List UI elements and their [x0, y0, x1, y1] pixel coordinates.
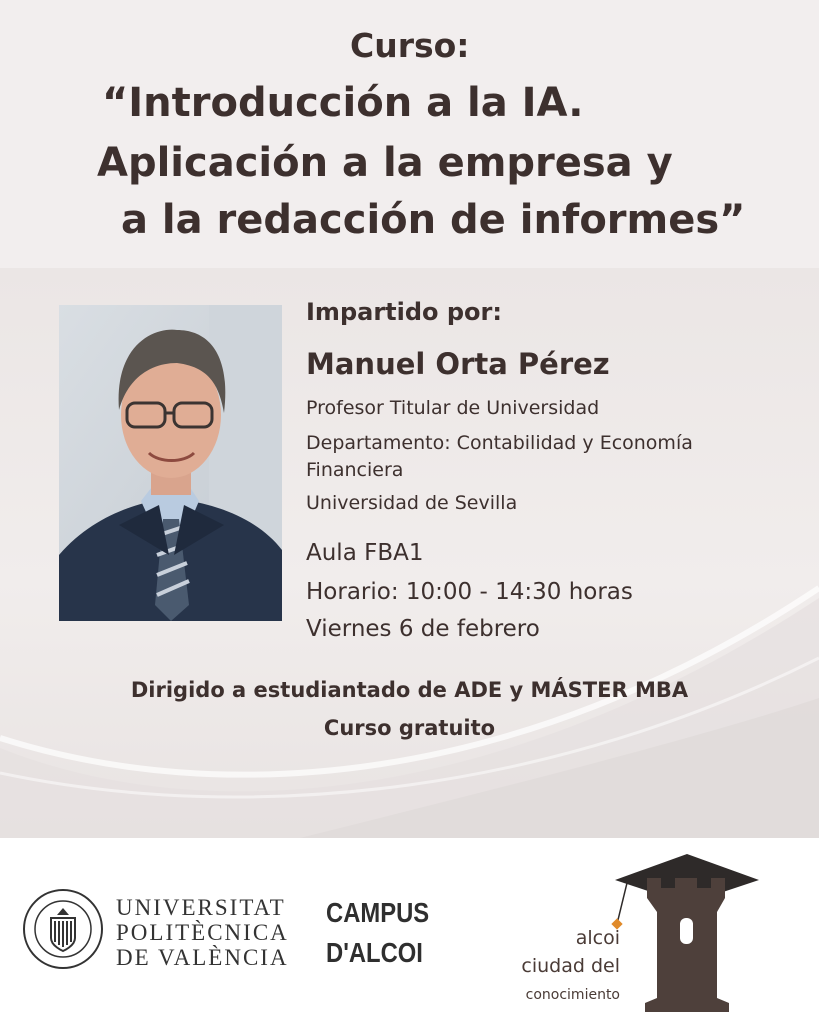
- upv-line-3: DE VALÈNCIA: [116, 945, 289, 970]
- campus-logo-text: [326, 893, 429, 973]
- campus-line-2: D'ALCOI: [326, 937, 423, 968]
- speaker-photo: [59, 305, 282, 621]
- course-date: Viernes 6 de febrero: [306, 616, 540, 642]
- upv-line-2: POLITÈCNICA: [116, 920, 289, 945]
- speaker-name: Manuel Orta Pérez: [306, 347, 610, 381]
- course-label: Curso:: [350, 26, 470, 65]
- upv-seal-icon: [22, 888, 104, 970]
- course-schedule: Horario: 10:00 - 14:30 horas: [306, 579, 633, 605]
- target-audience: Dirigido a estudiantado de ADE y MÁSTER MBA: [130, 678, 689, 702]
- alcoi-line-1: alcoi: [575, 927, 620, 949]
- speaker-department-line-2: Financiera: [306, 459, 404, 481]
- course-title-line-1: “Introducción a la IA.: [102, 80, 584, 126]
- speaker-department-line-1: Departamento: Contabilidad y Economía: [306, 432, 693, 454]
- alcoi-line-3: conocimiento: [525, 987, 620, 1003]
- speaker-position: Profesor Titular de Universidad: [306, 397, 600, 419]
- upv-logo-text: [116, 895, 289, 970]
- course-title-line-2: Aplicación a la empresa y: [97, 140, 673, 186]
- upv-line-1: UNIVERSITAT: [116, 895, 286, 920]
- alcoi-line-2: ciudad del: [521, 955, 620, 977]
- course-title-line-3: a la redacción de informes”: [121, 197, 746, 243]
- course-price: Curso gratuito: [323, 716, 496, 740]
- speaker-university: Universidad de Sevilla: [306, 492, 518, 514]
- course-room: Aula FBA1: [306, 540, 424, 566]
- speaker-intro: Impartido por:: [306, 298, 502, 326]
- campus-line-1: CAMPUS: [326, 897, 430, 928]
